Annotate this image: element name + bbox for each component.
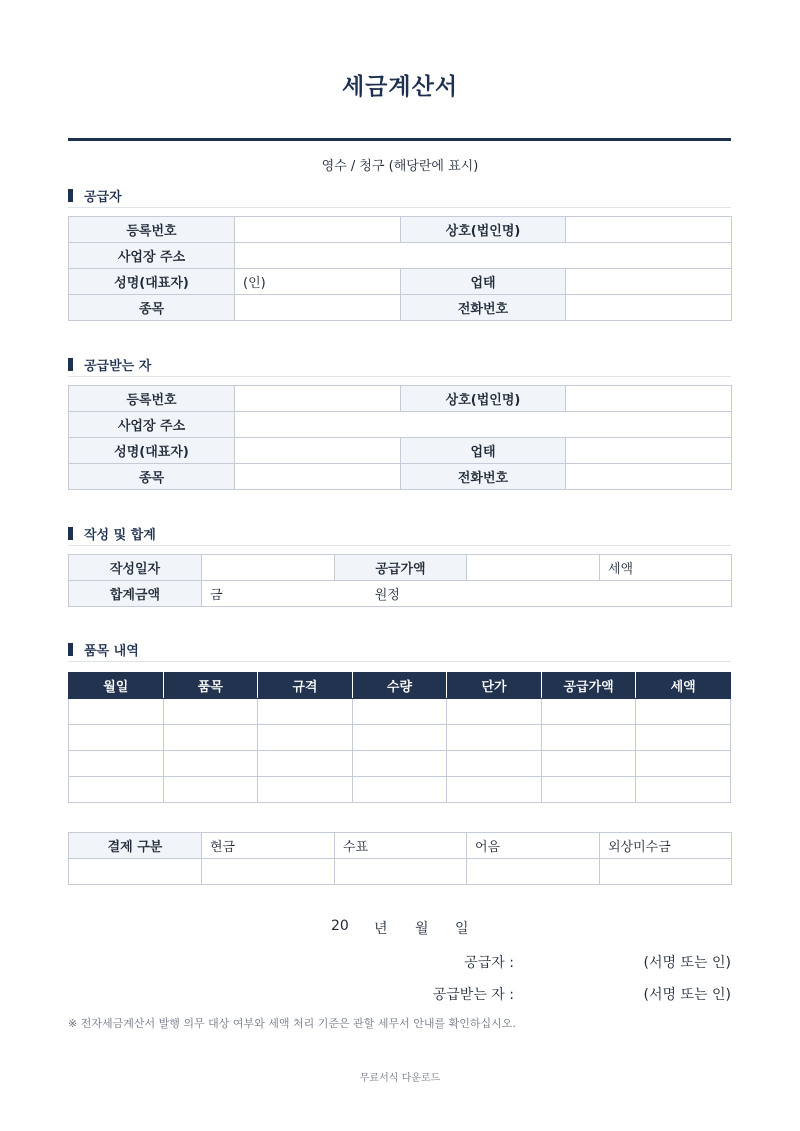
item-cell[interactable] (258, 751, 353, 777)
item-cell[interactable] (352, 751, 447, 777)
section-header-summary (68, 524, 731, 546)
supplier-business-field[interactable] (566, 269, 732, 295)
payment-bill-label: 어음 (467, 833, 600, 859)
item-cell[interactable] (636, 725, 731, 751)
recipient-reg-no-field[interactable] (235, 386, 401, 412)
table-row (69, 777, 731, 803)
label-business: 업태 (401, 269, 566, 295)
recipient-address-field[interactable] (235, 412, 732, 438)
label-category: 종목 (69, 464, 235, 490)
label-address: 사업장 주소 (69, 243, 235, 269)
label-payment: 결제 구분 (69, 833, 202, 859)
label-reg-no: 등록번호 (69, 386, 235, 412)
summary-table (68, 554, 732, 607)
items-table (68, 672, 731, 803)
item-cell[interactable] (636, 699, 731, 725)
item-cell[interactable] (636, 751, 731, 777)
item-cell[interactable] (447, 699, 542, 725)
item-cell[interactable] (163, 699, 258, 725)
label-phone: 전화번호 (401, 295, 566, 321)
recipient-signature-label: 공급받는 자 : (432, 987, 514, 1003)
title-divider (68, 138, 731, 141)
won-label: 원정 (374, 588, 400, 603)
year-prefix: 20 (331, 918, 349, 934)
item-cell[interactable] (447, 725, 542, 751)
day-label: 일 (455, 921, 469, 937)
section-marker (68, 189, 73, 202)
item-cell[interactable] (447, 751, 542, 777)
supplier-company-field[interactable] (566, 217, 732, 243)
payment-check-field[interactable] (335, 859, 467, 885)
item-cell[interactable] (541, 699, 636, 725)
item-cell[interactable] (352, 725, 447, 751)
label-category: 종목 (69, 295, 235, 321)
total-amount-field[interactable] (202, 581, 732, 607)
col-header-supply-amount: 공급가액 (541, 673, 636, 699)
payment-credit-label: 외상미수금 (600, 833, 732, 859)
col-header-spec: 규격 (258, 673, 353, 699)
item-cell[interactable] (69, 751, 164, 777)
supplier-phone-field[interactable] (566, 295, 732, 321)
tax-label: 세액 (608, 562, 634, 577)
receipt-claim-line: 영수 / 청구 (해당란에 표시) (321, 159, 479, 174)
supplier-category-field[interactable] (235, 295, 401, 321)
item-cell[interactable] (447, 777, 542, 803)
item-cell[interactable] (352, 699, 447, 725)
label-company: 상호(법인명) (401, 217, 566, 243)
recipient-company-field[interactable] (566, 386, 732, 412)
col-header-qty: 수량 (352, 673, 447, 699)
geum-label: 금 (210, 588, 223, 603)
label-company: 상호(법인명) (401, 386, 566, 412)
supply-amount-field[interactable] (467, 555, 600, 581)
section-title: 품목 내역 (84, 644, 139, 659)
year-label: 년 (374, 921, 388, 937)
supplier-sign-hint[interactable]: (서명 또는 인) (643, 955, 731, 971)
footer-download-text: 무료서식 다운로드 (359, 1073, 441, 1084)
payment-table (68, 832, 732, 885)
table-row (69, 699, 731, 725)
table-row (69, 725, 731, 751)
tax-field[interactable] (600, 555, 732, 581)
section-marker (68, 358, 73, 371)
recipient-phone-field[interactable] (566, 464, 732, 490)
section-header-items (68, 640, 731, 662)
item-cell[interactable] (69, 777, 164, 803)
supplier-signature-label: 공급자 : (464, 955, 514, 971)
item-cell[interactable] (541, 725, 636, 751)
item-cell[interactable] (258, 699, 353, 725)
label-name: 성명(대표자) (69, 438, 235, 464)
section-header-recipient (68, 355, 731, 377)
label-total: 합계금액 (69, 581, 202, 607)
item-cell[interactable] (352, 777, 447, 803)
label-address: 사업장 주소 (69, 412, 235, 438)
payment-check-label: 수표 (335, 833, 467, 859)
payment-cash-field[interactable] (202, 859, 335, 885)
supplier-reg-no-field[interactable] (235, 217, 401, 243)
section-title: 작성 및 합계 (84, 528, 156, 543)
item-cell[interactable] (69, 699, 164, 725)
label-supply-amount: 공급가액 (335, 555, 467, 581)
date-field[interactable] (202, 555, 335, 581)
item-cell[interactable] (636, 777, 731, 803)
item-cell[interactable] (258, 725, 353, 751)
section-title: 공급자 (84, 190, 122, 205)
recipient-name-field[interactable] (235, 438, 401, 464)
supplier-name-field[interactable] (235, 269, 401, 295)
col-header-item: 품목 (163, 673, 258, 699)
recipient-sign-hint[interactable]: (서명 또는 인) (643, 987, 731, 1003)
item-cell[interactable] (163, 777, 258, 803)
page-title: 세금계산서 (341, 74, 459, 100)
payment-bill-field[interactable] (467, 859, 600, 885)
label-date: 작성일자 (69, 555, 202, 581)
section-header-supplier (68, 186, 731, 208)
item-cell[interactable] (69, 725, 164, 751)
supplier-table (68, 216, 732, 321)
payment-credit-field[interactable] (600, 859, 732, 885)
item-cell[interactable] (163, 725, 258, 751)
col-header-unit-price: 단가 (447, 673, 542, 699)
item-cell[interactable] (541, 751, 636, 777)
seal-mark: (인) (243, 276, 266, 291)
section-title: 공급받는 자 (84, 359, 152, 374)
recipient-business-field[interactable] (566, 438, 732, 464)
label-name: 성명(대표자) (69, 269, 235, 295)
item-cell[interactable] (258, 777, 353, 803)
item-cell[interactable] (163, 751, 258, 777)
table-row (69, 751, 731, 777)
supplier-address-field[interactable] (235, 243, 732, 269)
label-reg-no: 등록번호 (69, 217, 235, 243)
label-phone: 전화번호 (401, 464, 566, 490)
recipient-category-field[interactable] (235, 464, 401, 490)
section-marker (68, 643, 73, 656)
col-header-tax: 세액 (636, 673, 731, 699)
payment-cash-label: 현금 (202, 833, 335, 859)
col-header-date: 월일 (69, 673, 164, 699)
section-marker (68, 527, 73, 540)
label-business: 업태 (401, 438, 566, 464)
month-label: 월 (415, 921, 429, 937)
items-header-row (69, 673, 731, 699)
payment-empty-cell (69, 859, 202, 885)
recipient-table (68, 385, 732, 490)
footnote: ※ 전자세금계산서 발행 의무 대상 여부와 세액 처리 기준은 관할 세무서 안내를 확인하십시오. (68, 1017, 516, 1030)
item-cell[interactable] (541, 777, 636, 803)
